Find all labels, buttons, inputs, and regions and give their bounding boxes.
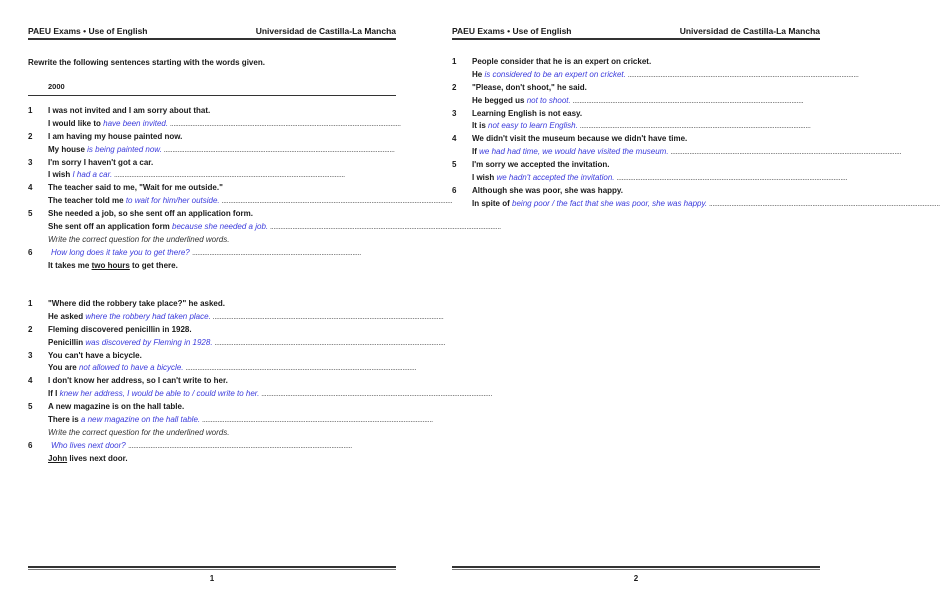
answer-text: not to shoot.	[526, 95, 571, 105]
answer-text: to wait for him/her outside.	[125, 196, 220, 206]
prompt-line	[452, 159, 820, 172]
item-number: 3	[28, 157, 33, 167]
answer-dots: ......................................................................................................................................	[168, 118, 401, 128]
answer-text: is considered to be an expert on cricket.	[484, 69, 626, 79]
page-2	[452, 0, 940, 599]
statement-post: to get there.	[129, 260, 178, 270]
item-number: 2	[28, 131, 33, 141]
section-rule	[28, 95, 396, 96]
lead-text: She sent off an application form	[48, 222, 170, 232]
answer-line	[452, 69, 859, 82]
answer-dots: ......................................................................................................................................	[219, 196, 453, 206]
header-left: PAEU Exams • Use of English	[452, 26, 572, 36]
header-left: PAEU Exams • Use of English	[28, 26, 148, 36]
prompt-text: I am having my house painted now.	[48, 131, 183, 141]
answer-line	[452, 198, 940, 211]
answer-text: How long does it take you to get there?	[51, 247, 190, 257]
answer-line	[28, 221, 501, 234]
prompt-text: The teacher said to me, "Wait for me outside."	[48, 183, 223, 193]
exercise-item	[28, 350, 417, 376]
answer-dots: ......................................................................................................................................	[577, 121, 811, 131]
item-number: 3	[452, 108, 457, 118]
prompt-line	[28, 182, 396, 195]
statement-underlined: two hours	[91, 260, 130, 270]
question-instruction-line	[28, 427, 396, 440]
page-number: 1	[209, 574, 215, 583]
answer-text: where the robbery had taken place.	[85, 311, 211, 321]
prompt-line	[452, 56, 820, 69]
lead-text: I would like to	[48, 118, 101, 128]
question-instruction: Write the correct question for the underlined words.	[48, 234, 230, 244]
answer-line	[452, 172, 848, 185]
section-c	[452, 56, 940, 211]
answer-dots: ......................................................................................................................................	[200, 415, 433, 425]
answer-dots: ......................................................................................................................................	[625, 69, 859, 79]
question-item	[28, 427, 396, 466]
answer-text: have been invited.	[103, 118, 169, 128]
exercise-item	[28, 208, 501, 234]
lead-text: I wish	[48, 170, 71, 180]
statement-underlined: John	[48, 453, 68, 463]
question-statement-line	[28, 453, 396, 466]
exercise-item	[28, 182, 453, 208]
exercise-item	[28, 375, 492, 401]
answer-line	[28, 118, 401, 131]
question-instruction: Write the correct question for the underlined words.	[48, 427, 230, 437]
footer-rule	[28, 566, 396, 568]
prompt-text: I'm sorry I haven't got a car.	[48, 157, 154, 167]
prompt-line	[28, 105, 396, 118]
lead-text: In spite of	[472, 198, 510, 208]
answer-line	[452, 120, 820, 133]
item-number: 4	[28, 376, 33, 386]
answer-line	[452, 95, 820, 108]
header-right: Universidad de Castilla-La Mancha	[679, 26, 820, 36]
question-answer-line	[28, 440, 396, 453]
footer-rule	[452, 566, 820, 568]
answer-line	[28, 337, 446, 350]
exercise-item	[28, 324, 446, 350]
prompt-text: People consider that he is an expert on cricket.	[472, 57, 652, 66]
item-number: 5	[28, 209, 33, 219]
prompt-line	[28, 401, 396, 414]
header-rule	[28, 38, 396, 40]
answer-dots: ......................................................................................................................................	[212, 337, 446, 347]
lead-text: The teacher told me	[48, 196, 124, 206]
prompt-text: I'm sorry we accepted the invitation.	[472, 160, 610, 170]
prompt-text: Learning English is not easy.	[472, 108, 583, 118]
lead-text: You are	[48, 363, 77, 373]
answer-text: we had had time, we would have visited the museum.	[479, 147, 669, 157]
answer-dots: ......................................................................................................................................	[707, 198, 940, 208]
prompt-line	[28, 350, 396, 363]
item-number: 1	[28, 106, 33, 115]
exercise-item	[28, 105, 401, 131]
lead-text: If	[472, 147, 477, 157]
exercise-item	[452, 185, 940, 211]
header-rule	[452, 38, 820, 40]
prompt-line	[452, 82, 820, 95]
item-number: 4	[28, 183, 33, 193]
item-number: 5	[28, 402, 33, 412]
item-number: 6	[28, 440, 33, 450]
exercise-item	[28, 131, 396, 157]
exercise-item	[452, 56, 859, 82]
question-item	[28, 234, 396, 273]
prompt-line	[28, 208, 396, 221]
prompt-text: I don't know her address, so I can't write to her.	[48, 376, 228, 386]
exercise-list	[28, 298, 492, 427]
answer-text: a new magazine on the hall table.	[80, 415, 201, 425]
exercise-item	[28, 298, 444, 324]
exercise-item	[28, 157, 396, 183]
answer-text: knew her address, I would be able to / could write to her.	[59, 389, 260, 399]
page-number: 2	[633, 574, 639, 583]
exercise-item	[452, 108, 820, 134]
item-number: 6	[28, 247, 33, 257]
prompt-text: Although she was poor, she was happy.	[472, 185, 623, 195]
prompt-text: You can't have a bicycle.	[48, 350, 142, 360]
exercise-list	[452, 56, 940, 211]
answer-dots: ..................................................................................................	[192, 247, 361, 257]
answer-dots: ......................................................................................................................................	[210, 311, 444, 321]
answer-line	[452, 146, 902, 159]
answer-text: we hadn't accepted the invitation.	[496, 173, 615, 183]
exercise-item	[452, 82, 820, 108]
lead-text: He	[472, 69, 483, 79]
answer-text: because she needed a job.	[172, 222, 269, 232]
answer-text: is being painted now.	[87, 144, 162, 154]
question-answer-line	[28, 247, 396, 260]
answer-dots: ......................................................................................................................................	[183, 363, 417, 373]
prompt-text: Fleming discovered penicillin in 1928.	[48, 324, 192, 334]
prompt-text: "Please, don't shoot," he said.	[472, 82, 587, 92]
statement-pre: It takes me	[48, 260, 92, 270]
prompt-text: "Where did the robbery take place?" he asked.	[48, 299, 225, 308]
answer-line	[28, 169, 396, 182]
prompt-line	[28, 131, 396, 144]
prompt-text: A new magazine is on the hall table.	[48, 402, 185, 412]
item-number: 5	[452, 160, 457, 170]
exercise-item	[452, 133, 902, 159]
item-number: 2	[452, 82, 457, 92]
prompt-line	[28, 375, 396, 388]
answer-text: I had a car.	[72, 170, 113, 180]
exercise-item	[452, 159, 848, 185]
answer-line	[28, 144, 396, 157]
question-instruction-line	[28, 234, 396, 247]
prompt-line	[28, 157, 396, 170]
answer-line	[28, 195, 453, 208]
answer-line	[28, 311, 444, 324]
answer-text: Who lives next door?	[51, 440, 126, 450]
prompt-text: I was not invited and I am sorry about that.	[48, 106, 211, 115]
lead-text: There is	[48, 415, 79, 425]
prompt-line	[452, 133, 820, 146]
answer-text: not allowed to have a bicycle.	[78, 363, 184, 373]
header-right: Universidad de Castilla-La Mancha	[255, 26, 396, 36]
prompt-line	[28, 298, 396, 311]
item-number: 1	[452, 57, 457, 66]
item-number: 3	[28, 350, 33, 360]
prompt-text: We didn't visit the museum because we didn't have time.	[472, 134, 688, 144]
lead-text: He asked	[48, 311, 84, 321]
prompt-line	[452, 108, 820, 121]
answer-dots: ......................................................................................................................................	[112, 170, 345, 180]
answer-text: was discovered by Fleming in 1928.	[85, 337, 213, 347]
answer-line	[28, 362, 417, 375]
lead-text: It is	[472, 121, 486, 131]
answer-line	[28, 414, 433, 427]
answer-dots: ......................................................................................................................................	[268, 222, 501, 232]
answer-dots: ......................................................................................................................................	[259, 389, 492, 399]
footer-rule-thin	[452, 569, 820, 570]
statement-post: lives next door.	[67, 453, 128, 463]
prompt-text: She needed a job, so she sent off an application form.	[48, 209, 253, 219]
lead-text: Penicillin	[48, 337, 84, 347]
section-b	[28, 298, 492, 466]
exercise-item	[28, 401, 433, 427]
item-number: 2	[28, 324, 33, 334]
answer-text: not easy to learn English.	[488, 121, 578, 131]
item-number: 1	[28, 299, 33, 308]
prompt-line	[28, 324, 396, 337]
answer-dots: ..................................................................................................................................	[127, 440, 352, 450]
answer-line	[28, 388, 492, 401]
instruction: Rewrite the following sentences starting with the words given.	[28, 58, 265, 67]
answer-dots: ......................................................................................................................................	[614, 173, 848, 183]
item-number: 6	[452, 185, 457, 195]
lead-text: My house	[48, 144, 85, 154]
answer-text: being poor / the fact that she was poor, she was happy.	[512, 198, 708, 208]
lead-text: I wish	[472, 173, 495, 183]
answer-dots: ......................................................................................................................................	[161, 144, 395, 154]
answer-dots: ......................................................................................................................................	[570, 95, 804, 105]
footer-rule-thin	[28, 569, 396, 570]
item-number: 4	[452, 134, 457, 144]
answer-dots: ......................................................................................................................................	[668, 147, 902, 157]
prompt-line	[452, 185, 820, 198]
lead-text: If I	[48, 389, 58, 399]
lead-text: He begged us	[472, 95, 525, 105]
question-statement-line	[28, 260, 396, 273]
section-title: 2000	[48, 82, 65, 91]
